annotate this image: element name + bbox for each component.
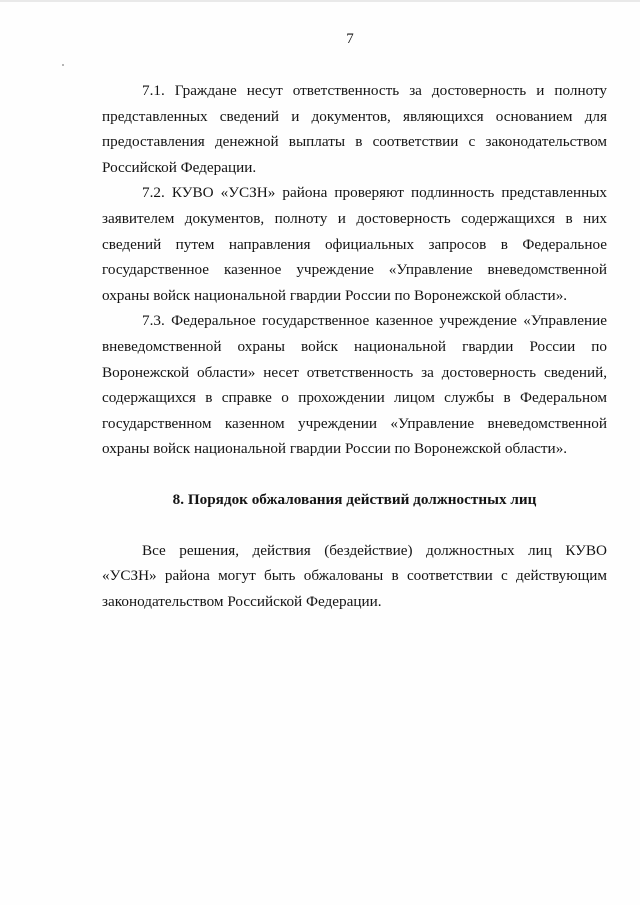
scan-top-edge <box>0 0 640 2</box>
paragraph-7-3: 7.3. Федеральное государственное казенное учреждение «Управление вневедомственной охраны войск национальной гвардии России по Воронежской области» несет ответственность за достоверность сведений, содержащихся в справке о прохождении лицом службы в Федеральном государственном казенном учреждении «Управление вневедомственной охраны войск национальной гвардии России по Воронежской области». <box>102 312 607 458</box>
section-heading: 8. Порядок обжалования действий должностных лиц <box>172 490 537 508</box>
paragraph-7-2: 7.2. КУВО «УСЗН» района проверяют подлинность представленных заявителем документов, полноту и достоверность содержащихся в них сведений путем направления официальных запросов в Федеральное государственное казенное учреждение «Управление вневедомственной охраны войск национальной гвардии России по Воронежской области». <box>102 184 607 304</box>
paragraph-7-1: 7.1. Граждане несут ответственность за достоверность и полноту представленных сведений и документов, являющихся основанием для предоставления денежной выплаты в соответствии с законодательством Российской Федерации. <box>102 82 607 176</box>
page-number: 7 <box>346 31 354 47</box>
document-body <box>102 78 607 614</box>
scan-speck <box>62 64 64 66</box>
section-8-paragraph: Все решения, действия (бездействие) должностных лиц КУВО «УСЗН» района могут быть обжалованы в соответствии с действующим законодательством Российской Федерации. <box>102 541 607 610</box>
